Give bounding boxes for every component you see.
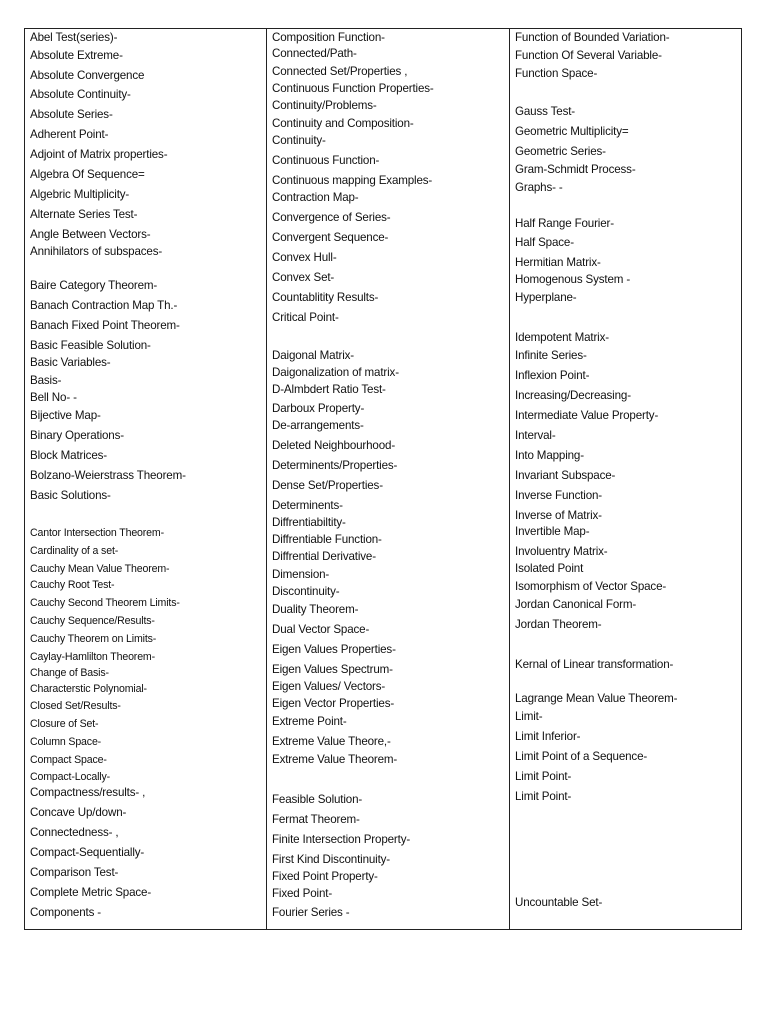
index-entry: Function Of Several Variable- <box>515 49 662 62</box>
index-entry: Algebric Multiplicity- <box>30 188 130 201</box>
index-entry: Limit- <box>515 710 543 723</box>
index-entry: Fixed Point- <box>272 887 333 900</box>
index-entry: Continuous mapping Examples- <box>272 174 433 187</box>
index-entry: Eigen Vector Properties- <box>272 697 395 710</box>
index-entry: Inverse of Matrix- <box>515 509 602 522</box>
index-entry: Baire Category Theorem- <box>30 279 158 292</box>
index-entry: Interval- <box>515 429 556 442</box>
glossary-table <box>24 28 742 930</box>
index-entry: Geometric Multiplicity= <box>515 125 629 138</box>
index-entry: Continuity- <box>272 134 326 147</box>
column-a-to-c <box>25 29 267 929</box>
index-entry: Discontinuity- <box>272 585 340 598</box>
index-entry: Components - <box>30 906 102 919</box>
index-entry: Jordan Canonical Form- <box>515 598 637 611</box>
index-entry: Half Range Fourier- <box>515 217 614 230</box>
index-entry: Determinents- <box>272 499 343 512</box>
index-entry: First Kind Discontinuity- <box>272 853 391 866</box>
index-entry: Invariant Subspace- <box>515 469 616 482</box>
index-entry: Kernal of Linear transformation- <box>515 658 674 671</box>
index-entry: Basic Variables- <box>30 356 111 369</box>
index-entry: Banach Contraction Map Th.- <box>30 299 178 312</box>
index-entry: Diffrentiable Function- <box>272 533 382 546</box>
index-entry: Fourier Series - <box>272 906 350 919</box>
index-entry: Extreme Value Theore,- <box>272 735 391 748</box>
index-entry: Compact-Sequentially- <box>30 846 145 859</box>
index-entry: Dual Vector Space- <box>272 623 370 636</box>
index-entry: Convergence of Series- <box>272 211 391 224</box>
index-entry: Absolute Extreme- <box>30 49 123 62</box>
index-entry: Composition Function- <box>272 31 385 44</box>
index-entry: Dense Set/Properties- <box>272 479 383 492</box>
index-entry: Basic Feasible Solution- <box>30 339 151 352</box>
index-entry: Basis- <box>30 374 62 387</box>
index-entry: Limit Inferior- <box>515 730 581 743</box>
index-entry: Concave Up/down- <box>30 806 127 819</box>
index-entry: Characterstic Polynomial- <box>30 683 147 695</box>
index-entry: Convergent Sequence- <box>272 231 389 244</box>
index-entry: Fermat Theorem- <box>272 813 360 826</box>
index-entry: Block Matrices- <box>30 449 107 462</box>
index-entry: Limit Point- <box>515 790 572 803</box>
index-entry: Isomorphism of Vector Space- <box>515 580 667 593</box>
index-entry: Lagrange Mean Value Theorem- <box>515 692 678 705</box>
column-c-to-f <box>267 29 510 929</box>
index-entry: Caylay-Hamlilton Theorem- <box>30 651 155 663</box>
index-entry: Darboux Property- <box>272 402 365 415</box>
index-entry: Cantor Intersection Theorem- <box>30 527 164 539</box>
index-entry: Compact-Locally- <box>30 771 111 783</box>
index-entry: D-Almbdert Ratio Test- <box>272 383 386 396</box>
index-entry: Intermediate Value Property- <box>515 409 659 422</box>
index-entry: Half Space- <box>515 236 574 249</box>
index-entry: Connected/Path- <box>272 47 357 60</box>
index-entry: Cauchy Root Test- <box>30 579 115 591</box>
index-entry: Absolute Series- <box>30 108 113 121</box>
index-entry: Homogenous System - <box>515 273 631 286</box>
index-entry: Closure of Set- <box>30 718 99 730</box>
index-entry: Adjoint of Matrix properties- <box>30 148 168 161</box>
index-entry: Critical Point- <box>272 311 339 324</box>
index-entry: Invertible Map- <box>515 525 590 538</box>
index-entry: Countablitity Results- <box>272 291 379 304</box>
index-entry: De-arrangements- <box>272 419 364 432</box>
index-entry: Complete Metric Space- <box>30 886 152 899</box>
index-entry: Eigen Values Properties- <box>272 643 396 656</box>
index-entry: Function Space- <box>515 67 598 80</box>
index-entry: Connected Set/Properties , <box>272 65 408 78</box>
index-entry: Limit Point- <box>515 770 572 783</box>
index-entry: Cauchy Mean Value Theorem- <box>30 563 170 575</box>
index-entry: Fixed Point Property- <box>272 870 378 883</box>
index-entry: Inflexion Point- <box>515 369 590 382</box>
index-entry: Hyperplane- <box>515 291 577 304</box>
index-entry: Comparison Test- <box>30 866 119 879</box>
index-entry: Annihilators of subspaces- <box>30 245 163 258</box>
index-entry: Determinents/Properties- <box>272 459 398 472</box>
index-entry: Algebra Of Sequence= <box>30 168 145 181</box>
index-entry: Duality Theorem- <box>272 603 359 616</box>
index-entry: Continuity/Problems- <box>272 99 377 112</box>
index-entry: Isolated Point <box>515 562 584 575</box>
index-entry: Increasing/Decreasing- <box>515 389 631 402</box>
index-entry: Column Space- <box>30 736 102 748</box>
index-entry: Basic Solutions- <box>30 489 111 502</box>
index-entry: Banach Fixed Point Theorem- <box>30 319 180 332</box>
index-entry: Adherent Point- <box>30 128 109 141</box>
index-entry: Geometric Series- <box>515 145 606 158</box>
index-entry: Gram-Schmidt Process- <box>515 163 636 176</box>
index-entry: Infinite Series- <box>515 349 587 362</box>
index-entry: Connectedness- , <box>30 826 119 839</box>
index-entry: Bolzano-Weierstrass Theorem- <box>30 469 186 482</box>
index-entry: Compact Space- <box>30 754 107 766</box>
index-entry: Eigen Values/ Vectors- <box>272 680 386 693</box>
index-entry: Continuity and Composition- <box>272 117 414 130</box>
index-entry: Compactness/results- , <box>30 786 146 799</box>
index-entry: Abel Test(series)- <box>30 31 118 44</box>
index-entry: Deleted Neighbourhood- <box>272 439 396 452</box>
index-entry: Cardinality of a set- <box>30 545 119 557</box>
index-entry: Continuous Function Properties- <box>272 82 434 95</box>
index-entry: Convex Set- <box>272 271 335 284</box>
index-entry: Dimension- <box>272 568 330 581</box>
index-entry: Eigen Values Spectrum- <box>272 663 393 676</box>
index-entry: Angle Between Vectors- <box>30 228 151 241</box>
index-entry: Limit Point of a Sequence- <box>515 750 648 763</box>
index-entry: Cauchy Theorem on Limits- <box>30 633 157 645</box>
index-entry: Change of Basis- <box>30 667 109 679</box>
index-entry: Absolute Continuity- <box>30 88 131 101</box>
index-entry: Binary Operations- <box>30 429 124 442</box>
index-entry: Diffrential Derivative- <box>272 550 376 563</box>
index-entry: Daigonalization of matrix- <box>272 366 399 379</box>
index-entry: Closed Set/Results- <box>30 700 121 712</box>
index-entry: Function of Bounded Variation- <box>515 31 670 44</box>
index-entry: Continuous Function- <box>272 154 380 167</box>
index-entry: Cauchy Sequence/Results- <box>30 615 155 627</box>
index-entry: Idempotent Matrix- <box>515 331 609 344</box>
index-entry: Feasible Solution- <box>272 793 363 806</box>
index-entry: Alternate Series Test- <box>30 208 138 221</box>
index-entry: Contraction Map- <box>272 191 359 204</box>
index-entry: Diffrentiabiltity- <box>272 516 346 529</box>
index-entry: Graphs- - <box>515 181 563 194</box>
index-entry: Bijective Map- <box>30 409 101 422</box>
index-entry: Jordan Theorem- <box>515 618 602 631</box>
index-entry: Cauchy Second Theorem Limits- <box>30 597 180 609</box>
index-entry: Gauss Test- <box>515 105 575 118</box>
index-entry: Extreme Point- <box>272 715 347 728</box>
index-entry: Absolute Convergence <box>30 69 145 82</box>
index-entry: Bell No- - <box>30 391 77 404</box>
index-entry: Daigonal Matrix- <box>272 349 355 362</box>
index-entry: Inverse Function- <box>515 489 603 502</box>
index-entry: Finite Intersection Property- <box>272 833 411 846</box>
column-f-to-u <box>510 29 741 929</box>
index-entry: Convex Hull- <box>272 251 337 264</box>
index-entry: Into Mapping- <box>515 449 584 462</box>
index-entry: Hermitian Matrix- <box>515 256 601 269</box>
index-entry: Uncountable Set- <box>515 896 603 909</box>
index-entry: Involuentry Matrix- <box>515 545 608 558</box>
index-entry: Extreme Value Theorem- <box>272 753 398 766</box>
